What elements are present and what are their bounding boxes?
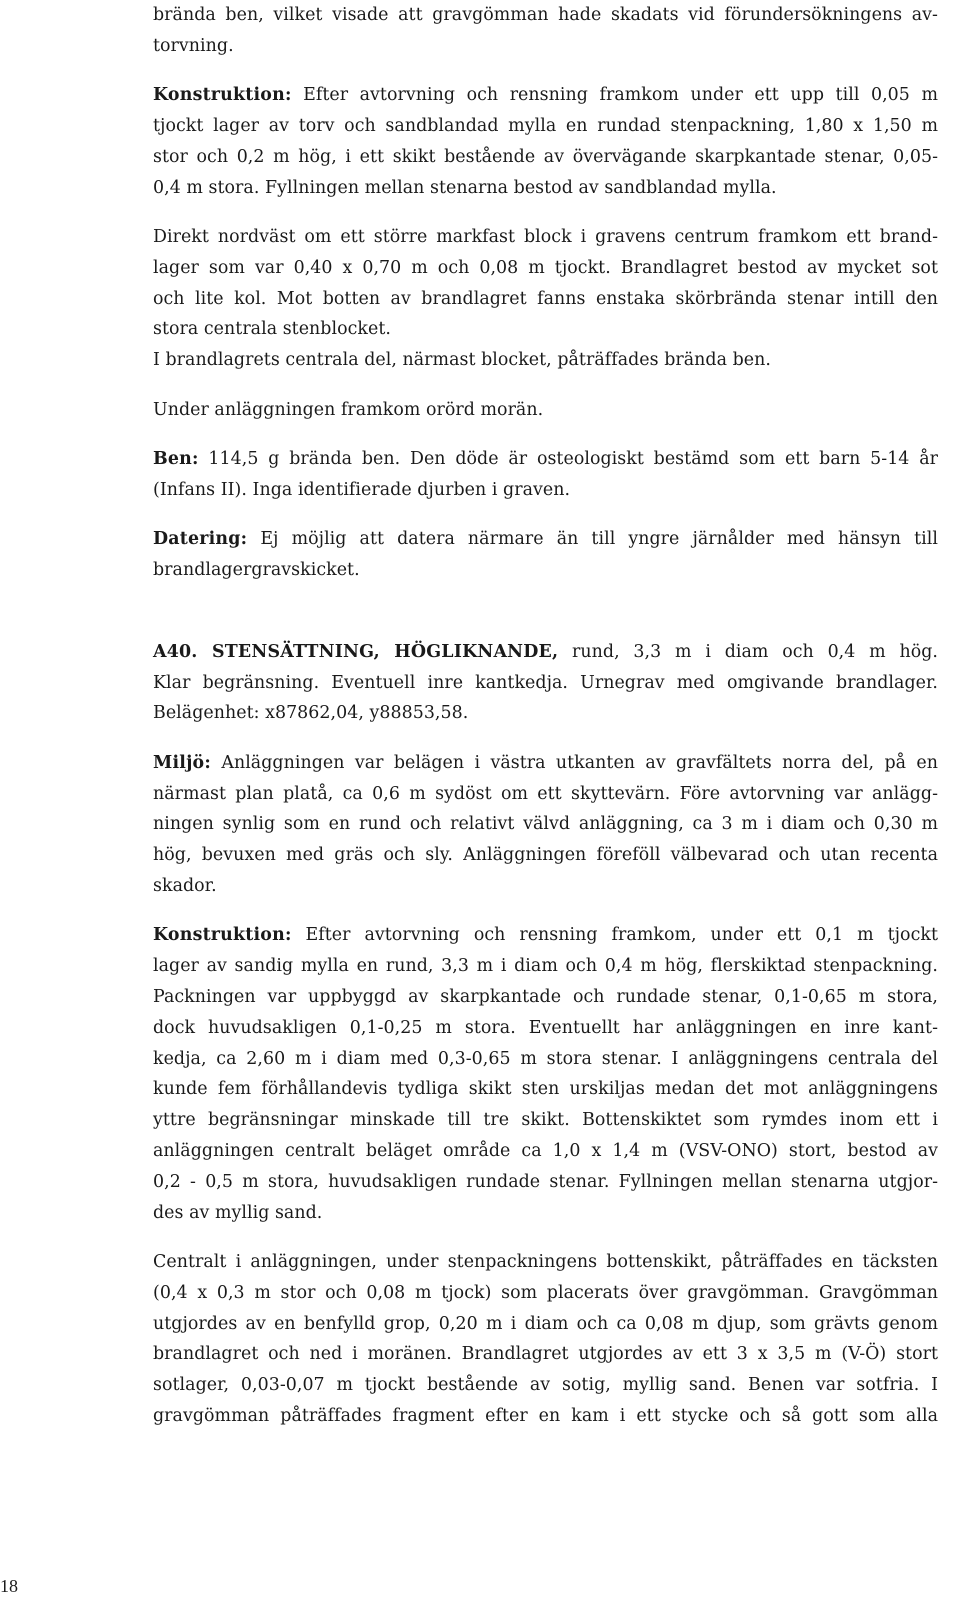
section-label: Ben: [153, 449, 199, 469]
text-line [153, 748, 938, 779]
text-line [153, 1074, 938, 1105]
text-line [153, 253, 938, 284]
paragraph [153, 920, 938, 1228]
text-line [153, 111, 938, 142]
section-label: Miljö: [153, 752, 211, 773]
text-line [153, 871, 938, 902]
text-line [153, 80, 938, 111]
line-text: anläggningen centralt beläget område ca 1,0 x 1,4 m (VSV-ONO) stort, bestod av [153, 1140, 938, 1161]
line-text: sotlager, 0,03-0,07 m tjockt bestående av sotig, myllig sand. Benen var sotfria. I [153, 1375, 938, 1396]
line-text: (0,4 x 0,3 m stor och 0,08 m tjock) som placerats över gravgömman. Gravgömman [153, 1282, 938, 1303]
line-text: kedja, ca 2,60 m i diam med 0,3-0,65 m stora stenar. I anläggningens centrala del [153, 1048, 938, 1069]
line-text: utgjordes av en benfylld grop, 0,20 m i diam och ca 0,08 m djup, som grävts genom [153, 1313, 938, 1334]
line-text: des av myllig sand. [153, 1202, 323, 1223]
line-text: Efter avtorvning och rensning framkom under ett upp till 0,05 m [291, 85, 938, 106]
line-text: hög, bevuxen med gräs och sly. Anläggningen föreföll välbevarad och utan recenta [153, 845, 938, 866]
text-line [153, 951, 938, 982]
text-line [153, 1247, 938, 1278]
paragraph [153, 395, 938, 426]
text-line [153, 1309, 938, 1340]
text-line [153, 840, 938, 871]
text-line [153, 1044, 938, 1075]
line-text: Klar begränsning. Eventuell inre kantkedja. Urnegrav med omgivande brandlager. [153, 672, 938, 693]
text-line [153, 555, 938, 586]
line-text: brandlagret och ned i moränen. Brandlagret utgjordes av ett 3 x 3,5 m (V-Ö) stort [153, 1344, 938, 1365]
text-line [153, 1401, 938, 1432]
text-line [153, 1167, 938, 1198]
text-line [153, 1278, 938, 1309]
text-line [153, 637, 938, 668]
line-text: kunde fem förhållandevis tydliga skikt sten urskiljas medan det mot anläggningens [153, 1079, 938, 1100]
paragraph [153, 748, 938, 902]
text-line [153, 1013, 938, 1044]
text-line [153, 920, 938, 951]
text-line [153, 779, 938, 810]
paragraph [153, 222, 938, 376]
section-label: A40. STENSÄTTNING, HÖGLIKNANDE, [153, 641, 559, 662]
line-text: närmast plan platå, ca 0,6 m sydöst om ett skyttevärn. Före avtorvning var anlägg- [153, 783, 938, 804]
line-text: och lite kol. Mot botten av brandlagret fanns enstaka skörbrända stenar intill den [153, 288, 938, 309]
text-line [153, 809, 938, 840]
line-text: lager som var 0,40 x 0,70 m och 0,08 m tjockt. Brandlagret bestod av mycket sot [153, 257, 938, 278]
line-text: Belägenhet: x87862,04, y88853,58. [153, 703, 469, 724]
text-line [153, 1136, 938, 1167]
text-line [153, 475, 938, 506]
text-line [153, 142, 938, 173]
text-line [153, 395, 938, 426]
line-text: brända ben, vilket visade att gravgömman hade skadats vid förundersökningens av- [153, 5, 938, 25]
text-line [153, 284, 938, 315]
line-text: Under anläggningen framkom orörd morän. [153, 399, 544, 420]
line-text: brandlagergravskicket. [153, 559, 360, 580]
text-line [153, 698, 938, 729]
line-text: yttre begränsningar minskade till tre skikt. Bottenskiktet som rymdes inom ett i [153, 1110, 938, 1131]
text-line [153, 444, 938, 475]
line-text: (Infans II). Inga identifierade djurben i graven. [153, 479, 571, 500]
text-line [153, 1339, 938, 1370]
line-text: 0,4 m stora. Fyllningen mellan stenarna bestod av sandblandad mylla. [153, 177, 777, 198]
line-text: torvning. [153, 35, 234, 56]
text-line [153, 173, 938, 204]
text-line [153, 31, 938, 62]
text-line [153, 668, 938, 699]
line-text: rund, 3,3 m i diam och 0,4 m hög. [558, 641, 938, 662]
paragraph [153, 524, 938, 586]
line-text: stor och 0,2 m hög, i ett skikt bestående av övervägande skarpkantade stenar, 0,05- [153, 146, 938, 167]
line-text: ningen synlig som en rund och relativt välvd anläggning, ca 3 m i diam och 0,30 m [153, 814, 938, 835]
text-line [153, 1105, 938, 1136]
line-text: stora centrala stenblocket. [153, 319, 391, 340]
line-text: lager av sandig mylla en rund, 3,3 m i diam och 0,4 m hög, flerskiktad stenpackning. [153, 956, 938, 977]
line-text: tjockt lager av torv och sandblandad mylla en rundad stenpackning, 1,80 x 1,50 m [153, 115, 938, 136]
paragraph [153, 637, 938, 729]
paragraph [153, 1247, 938, 1432]
section-label: Konstruktion: [153, 85, 292, 106]
page-number: 18 [0, 1576, 18, 1596]
line-text: Efter avtorvning och rensning framkom, under ett 0,1 m tjockt [291, 925, 938, 946]
line-text: gravgömman påträffades fragment efter en kam i ett stycke och så gott som alla [153, 1405, 938, 1426]
line-text: 114,5 g brända ben. Den döde är osteologiskt bestämd som ett barn 5-14 år [198, 449, 938, 469]
text-line [153, 345, 938, 376]
line-text: 0,2 - 0,5 m stora, huvudsakligen rundade stenar. Fyllningen mellan stenarna utgjor- [153, 1171, 938, 1192]
line-text: I brandlagrets centrala del, närmast blocket, påträffades brända ben. [153, 350, 771, 371]
line-text: Ej möjlig att datera närmare än till yngre järnålder med hänsyn till [247, 529, 938, 550]
line-text: Packningen var uppbyggd av skarpkantade och rundade stenar, 0,1-0,65 m stora, [153, 986, 938, 1007]
paragraph [153, 80, 938, 203]
paragraph [153, 444, 938, 506]
line-text: skador. [153, 875, 217, 896]
text-line [153, 314, 938, 345]
line-text: dock huvudsakligen 0,1-0,25 m stora. Eventuellt har anläggningen en inre kant- [153, 1017, 938, 1038]
line-text: Direkt nordväst om ett större markfast block i gravens centrum framkom ett brand- [153, 227, 938, 247]
text-line [153, 1198, 938, 1229]
line-text: Anläggningen var belägen i västra utkanten av gravfältets norra del, på en [210, 752, 938, 773]
line-text: Centralt i anläggningen, under stenpackningens bottenskikt, påträffades en täcksten [153, 1252, 938, 1272]
text-line [153, 982, 938, 1013]
section-label: Datering: [153, 529, 248, 550]
text-line [153, 524, 938, 555]
text-line [153, 222, 938, 253]
text-line [153, 0, 938, 31]
paragraph [153, 0, 938, 62]
section-label: Konstruktion: [153, 925, 292, 946]
text-line [153, 1370, 938, 1401]
